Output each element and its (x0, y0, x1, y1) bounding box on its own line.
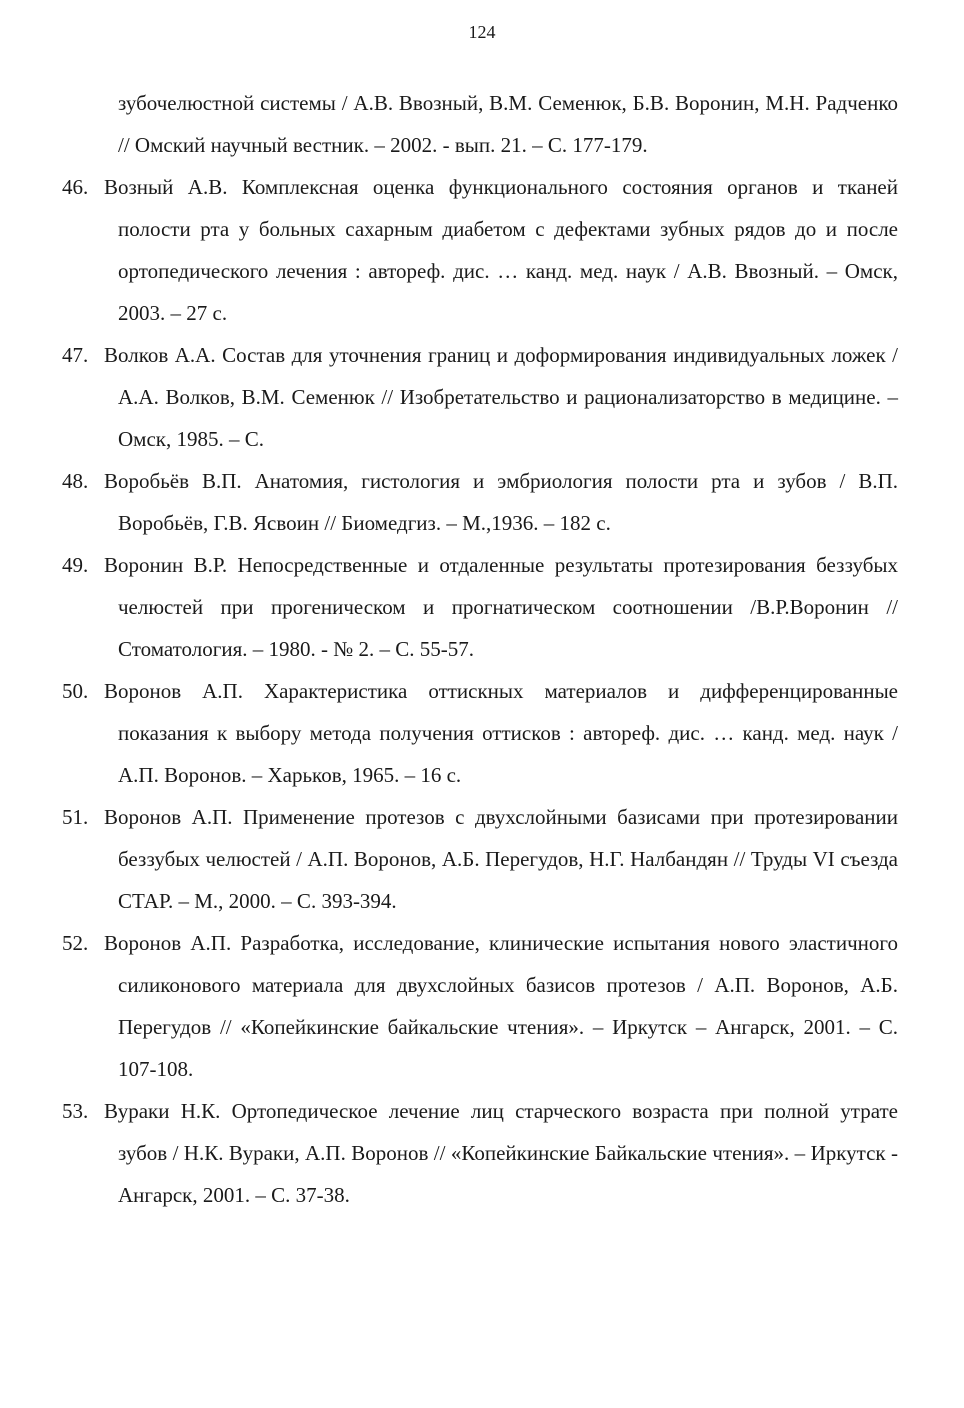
reference-entry-47 (62, 334, 898, 460)
reference-entry-48 (62, 460, 898, 544)
reference-entry-52 (62, 922, 898, 1090)
reference-text: Воронов А.П. Применение протезов с двухслойными базисами при протезировании беззубых челюстей / А.П. Воронов, А.Б. Перегудов, Н.Г. Налбандян // Труды VI съезда СТАР. – М., 2000. – С. 393-394. (104, 805, 898, 913)
reference-number: 53. (62, 1099, 89, 1123)
reference-text: Воронов А.П. Разработка, исследование, клинические испытания нового эластичного силиконового материала для двухслойных базисов протезов / А.П. Воронов, А.Б. Перегудов // «Копейкинские байкальские чтения». – Иркутск – Ангарск, 2001. – С. 107-108. (104, 931, 898, 1081)
reference-number: 50. (62, 679, 89, 703)
reference-list (62, 82, 898, 1216)
reference-number: 52. (62, 931, 89, 955)
reference-entry-51 (62, 796, 898, 922)
reference-number: 47. (62, 343, 89, 367)
reference-entry-46 (62, 166, 898, 334)
page-number: 124 (468, 22, 496, 42)
reference-number: 49. (62, 553, 89, 577)
reference-number: 48. (62, 469, 89, 493)
reference-text: Волков А.А. Состав для уточнения границ и доформирования индивидуальных ложек /А.А. Волков, В.М. Семенюк // Изобретательство и рационализаторство в медицине. – Омск, 1985. – С. (104, 343, 898, 451)
reference-number: 51. (62, 805, 89, 829)
reference-text: зубочелюстной системы / А.В. Ввозный, В.М. Семенюк, Б.В. Воронин, М.Н. Радченко // Омский научный вестник. – 2002. - вып. 21. – С. 177-179. (118, 91, 898, 157)
reference-text: Воробьёв В.П. Анатомия, гистология и эмбриология полости рта и зубов / В.П. Воробьёв, Г.В. Ясвоин // Биомедгиз. – М.,1936. – 182 с. (104, 469, 898, 535)
reference-entry-50 (62, 670, 898, 796)
reference-text: Вураки Н.К. Ортопедическое лечение лиц старческого возраста при полной утрате зубов / Н.К. Вураки, А.П. Воронов // «Копейкинские Байкальские чтения». – Иркутск - Ангарск, 2001. – С. 37-38. (104, 1099, 898, 1207)
reference-text: Воронин В.Р. Непосредственные и отдаленные результаты протезирования беззубых челюстей при прогеническом и прогнатическом соотношении /В.Р.Воронин // Стоматология. – 1980. - № 2. – С. 55-57. (104, 553, 898, 661)
reference-entry-continued (62, 82, 898, 166)
reference-text: Возный А.В. Комплексная оценка функционального состояния органов и тканей полости рта у больных сахарным диабетом с дефектами зубных рядов до и после ортопедического лечения : автореф. дис. … канд. мед. наук / А.В. Ввозный. – Омск, 2003. – 27 с. (104, 175, 898, 325)
reference-number: 46. (62, 175, 89, 199)
reference-text: Воронов А.П. Характеристика оттискных материалов и дифференцированные показания к выбору метода получения оттисков : автореф. дис. … канд. мед. наук / А.П. Воронов. – Харьков, 1965. – 16 с. (104, 679, 898, 787)
reference-entry-53 (62, 1090, 898, 1216)
reference-entry-49 (62, 544, 898, 670)
